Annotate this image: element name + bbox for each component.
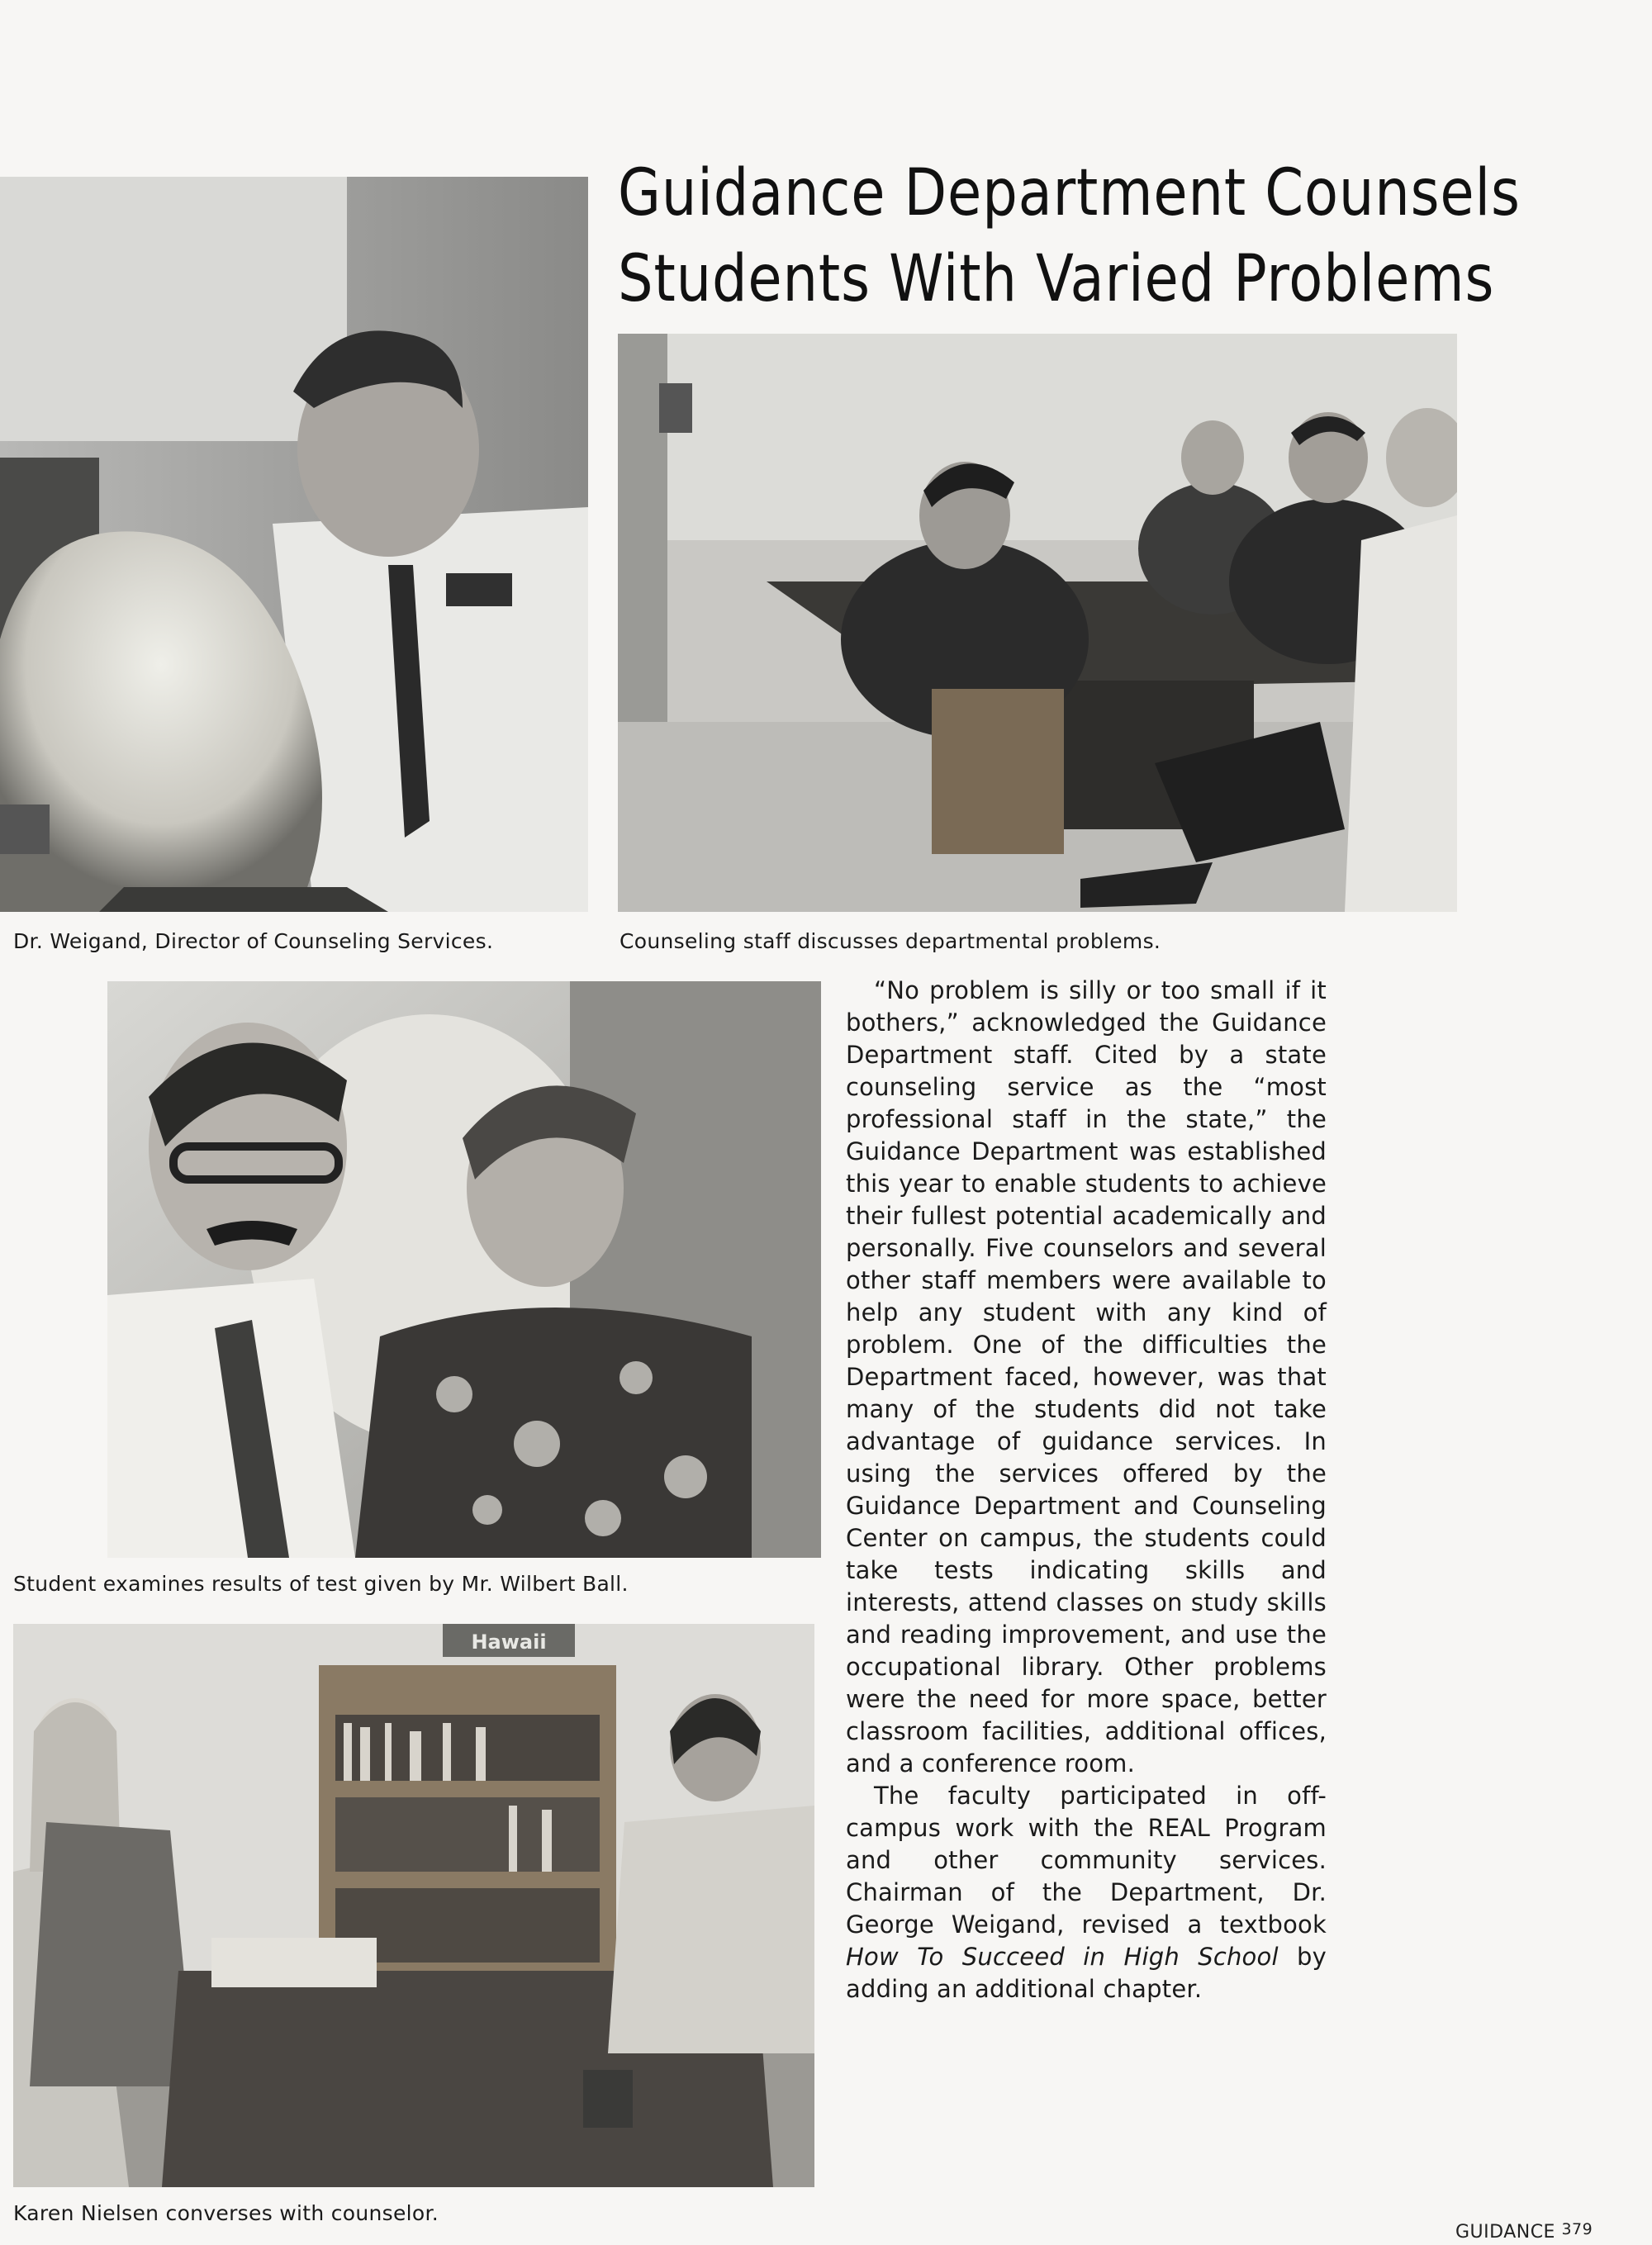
page-footer: [1455, 2220, 1593, 2243]
poster-text: Hawaii: [471, 1630, 547, 1654]
book-title: How To Succeed in High School: [846, 1943, 1279, 1971]
caption-photo-2: Counseling staff discusses departmental problems.: [620, 929, 1161, 953]
article-paragraph-1: “No problem is silly or too small if it bothers,” acknowledged the Guidance Department staff. Cited by a state counseling service as the “most professional staff in the state,” the Guidance Department was established this year to enable students to achieve their fullest potential academically and personally. Five counselors and several other staff members were available to help any student with any kind of problem. One of the difficulties the Department faced, however, was that many of the students did not take advantage of guidance services. In using the services offered by the Guidance Department and Counseling Center on campus, the students could take tests indicating skills and interests, attend classes on study skills and reading improvement, and use the occupational library. Other problems were the need for more space, better classroom facilities, additional offices, and a conference room.: [846, 976, 1327, 1777]
section-label: GUIDANCE: [1455, 2222, 1555, 2243]
photo-staff-meeting: [618, 334, 1457, 912]
title-line-2: Students With Varied Problems: [618, 242, 1495, 316]
article-paragraph-2: [846, 1780, 1327, 2005]
photo-dr-weigand: [0, 177, 588, 912]
page-number: 379: [1561, 2220, 1593, 2238]
article-body: [846, 975, 1327, 2005]
photo-student-test-results: [107, 981, 821, 1558]
photo-karen-nielsen: [13, 1624, 814, 2187]
caption-photo-4: Karen Nielsen converses with counselor.: [13, 2201, 439, 2225]
caption-photo-1: Dr. Weigand, Director of Counseling Services.: [13, 929, 494, 953]
paragraph-2-start: The faculty participated in off-campus work with the REAL Program and other community services. Chairman of the Department, Dr. George Weigand, revised a textbook: [846, 1782, 1327, 1939]
page-title: [618, 150, 1521, 322]
title-line-1: Guidance Department Counsels: [618, 156, 1521, 230]
paragraph-2-end: by adding an additional chapter.: [846, 1943, 1327, 2003]
caption-photo-3: Student examines results of test given by Mr. Wilbert Ball.: [13, 1572, 629, 1596]
